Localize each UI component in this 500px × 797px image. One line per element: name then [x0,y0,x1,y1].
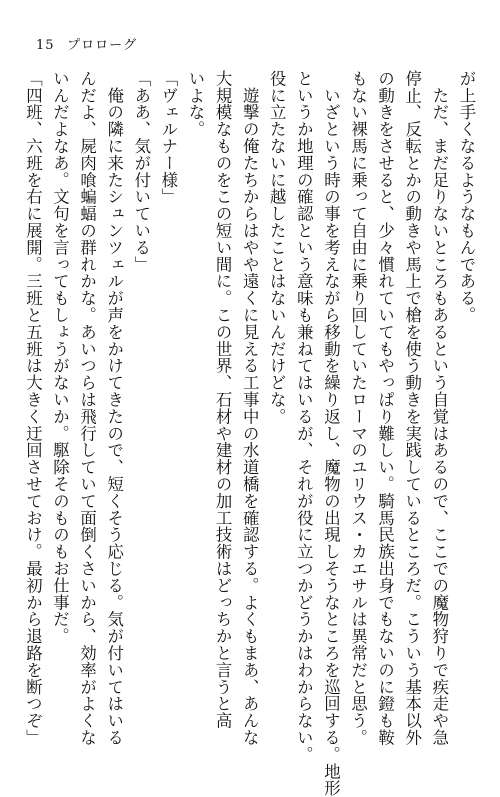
text-line: 大規模なものをこの短い間に。この世界、石材や建材の加工技術はどっちかと言うと高 [213,70,233,730]
text-line: 俺の隣に来たシュンツェルが声をかけてきたので、短くそう応じる。気が付いてはいる [104,70,124,746]
text-line: 「ヴェルナー様」 [158,70,178,206]
text-line: が上手くなるようなもんである。 [456,70,476,324]
text-line: いよな。 [185,70,205,138]
text-line: いんだよなあ。文句を言ってもしょうがないか。駆除そのものもお仕事だ。 [50,70,70,645]
text-line: 「ああ、気が付いている」 [131,70,151,273]
text-line: 役に立たないに越したことはないんだけどな。 [267,70,287,425]
text-line: んだよ、屍肉喰蝙蝠の群れかな。あいつらは飛行していて面倒くさいから、効率がよくな [77,70,97,746]
text-line: の動きをさせると、少々慣れていてもやっぱり難しい。騎馬民族出身でもないのに鐙も鞍 [375,70,395,746]
chapter-title: プロローグ [67,38,138,53]
text-line: というか地理の確認という意味も兼ねてはいるが、それが役に立つかどうかはわからない。 [294,70,314,763]
text-line: 遊撃の俺たちからはやや遠くに見える工事中の水道橋を確認する。よくもまあ、あんな [240,70,260,746]
page-number: 15 [36,38,55,53]
text-line: ただ、まだ足りないところもあるという自覚はあるので、ここでの魔物狩りで疾走や急 [429,70,449,746]
text-line: もない裸馬に乗って自由に乗り回していたローマのユリウス・カエサルは異常だと思う。 [348,70,368,746]
text-line: 停止、反転とかの動きや馬上で槍を使う動きを実践しているところだ。こういう基本以外 [402,70,422,746]
vertical-text-body [23,70,476,797]
text-line: 「四班、六班を右に展開。三班と五班は大きく迂回させておけ。最初から退路を断つぞ」 [23,70,43,746]
text-line: いざという時の事を考えながら移動を繰り返し、魔物の出現しそうなところを巡回する。地形 [321,70,341,797]
running-header [36,34,137,53]
